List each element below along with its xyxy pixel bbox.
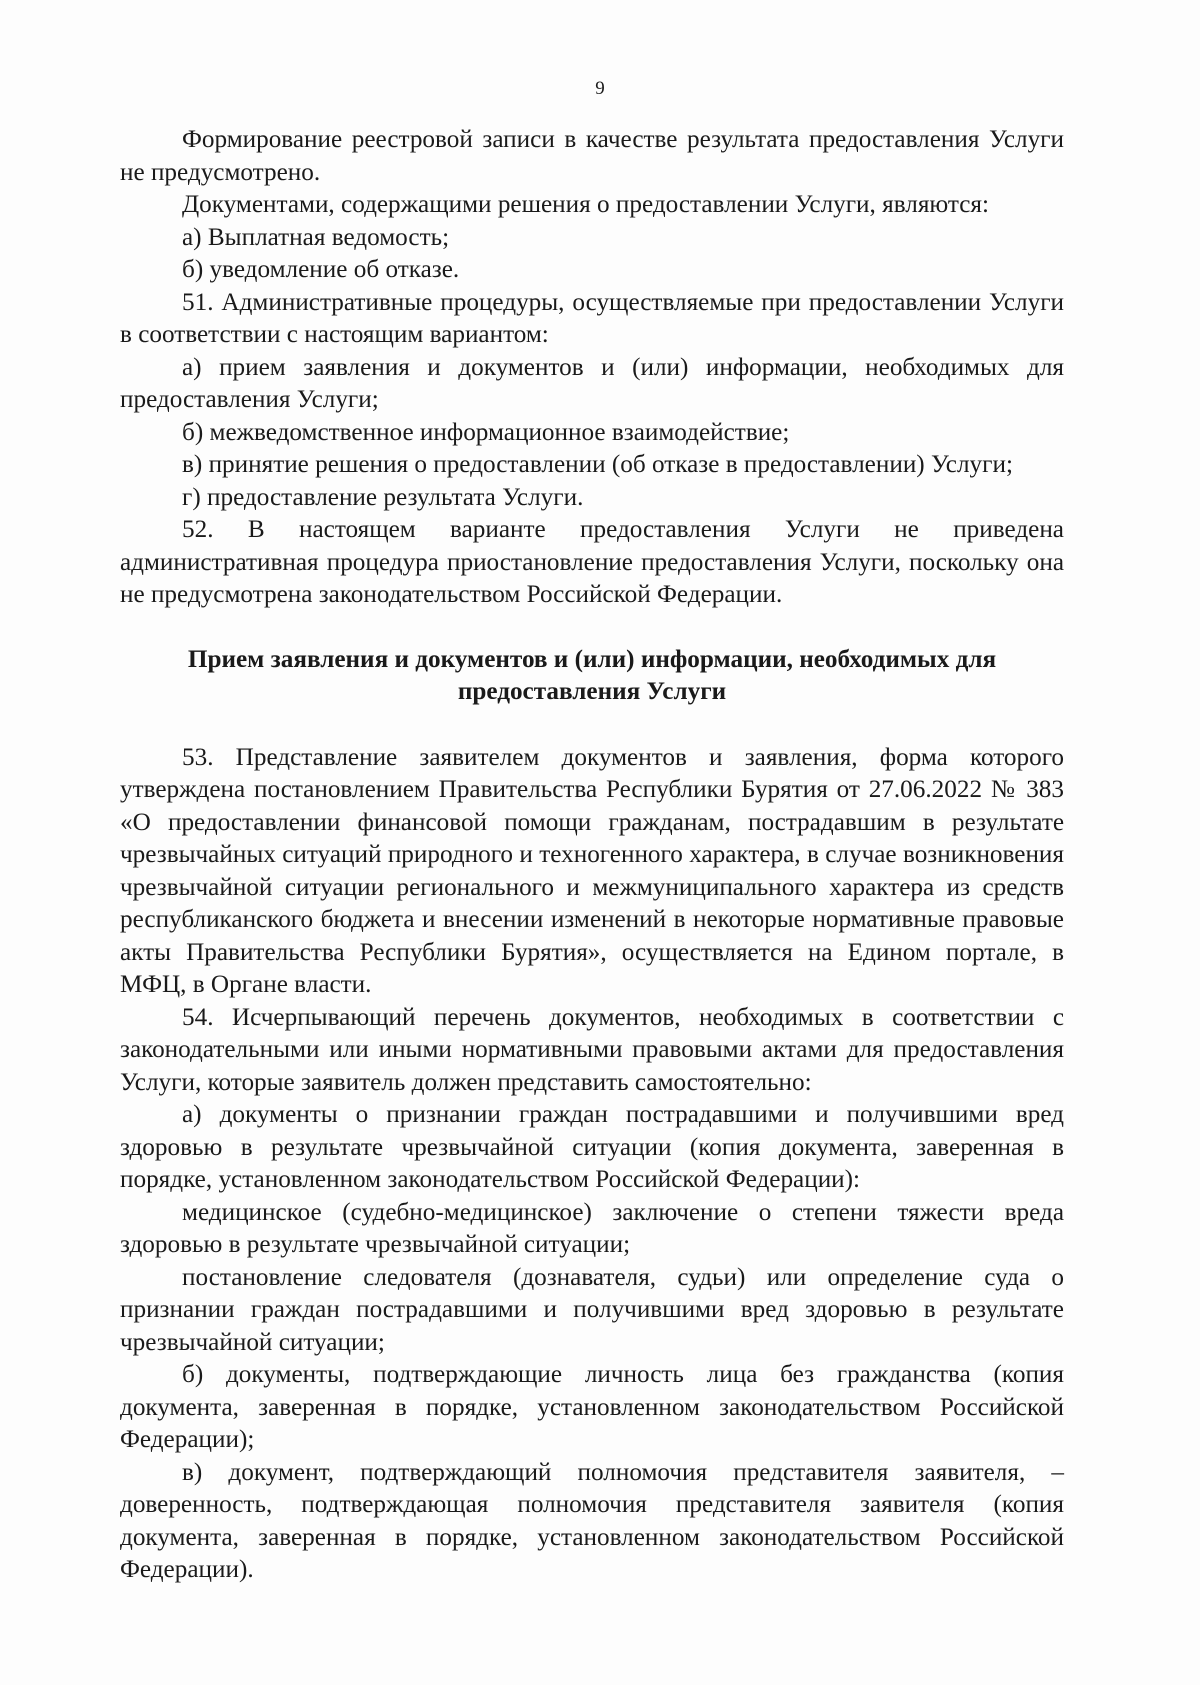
list-item: б) документы, подтверждающие личность лица без гражданства (копия документа, заверенная в порядке, установленном законодательством Российской Федерации);	[120, 1361, 1064, 1453]
paragraph: Формирование реестровой записи в качестве результата предоставления Услуги не предусмотрено.	[120, 126, 1064, 186]
paragraph: 54. Исчерпывающий перечень документов, необходимых в соответствии с законодательными или иными нормативными правовыми актами для предоставления Услуги, которые заявитель должен представить самостоятельно:	[120, 1003, 1064, 1096]
list-item: в) документ, подтверждающий полномочия представителя заявителя, – доверенность, подтверждающая полномочия представителя заявителя (копия документа, заверенная в порядке, установленном законодательством Российской Федерации).	[120, 1458, 1064, 1583]
paragraph: 51. Административные процедуры, осуществляемые при предоставлении Услуги в соответствии с настоящим вариантом:	[120, 288, 1064, 348]
paragraph: Документами, содержащими решения о предоставлении Услуги, являются:	[182, 191, 989, 218]
list-item: а) документы о признании граждан пострадавшими и получившими вред здоровью в результате чрезвычайной ситуации (копия документа, заверенная в порядке, установленном законодательством Российской Федерации):	[120, 1101, 1064, 1193]
list-item: постановление следователя (дознавателя, судьи) или определение суда о признании граждан пострадавшими и получившими вред здоровью в результате чрезвычайной ситуации;	[120, 1263, 1064, 1356]
list-item: медицинское (судебно-медицинское) заключение о степени тяжести вреда здоровью в результате чрезвычайной ситуации;	[120, 1198, 1064, 1258]
page-number: 9	[595, 78, 605, 99]
paragraph: 52. В настоящем варианте предоставления Услуги не приведена административная процедура приостановление предоставления Услуги, поскольку она не предусмотрена законодательством Российской Федерации.	[120, 516, 1064, 608]
list-item: в) принятие решения о предоставлении (об отказе в предоставлении) Услуги;	[182, 451, 1013, 478]
document-body	[120, 124, 1064, 1587]
list-item: б) уведомление об отказе.	[182, 256, 460, 283]
list-item: г) предоставление результата Услуги.	[182, 483, 584, 511]
paragraph: 53. Представление заявителем документов и заявления, форма которого утверждена постановлением Правительства Республики Бурятия от 27.06.2022 № 383 «О предоставлении финансовой помощи гражданам, пострадавшим в результате чрезвычайных ситуаций природного и техногенного характера, в случае возникновения чрезвычайной ситуации регионального и межмуниципального характера из средств республиканского бюджета и внесении изменений в некоторые нормативные правовые акты Правительства Республики Бурятия», осуществляется на Едином портале, в МФЦ, в Органе власти.	[120, 743, 1064, 998]
section-heading: Прием заявления и документов и (или) информации, необходимых для предоставления Услуги	[187, 645, 997, 705]
list-item: б) межведомственное информационное взаимодействие;	[182, 418, 790, 446]
list-item: а) Выплатная ведомость;	[182, 223, 450, 251]
list-item: а) прием заявления и документов и (или) информации, необходимых для предоставления Услуги;	[120, 353, 1064, 413]
